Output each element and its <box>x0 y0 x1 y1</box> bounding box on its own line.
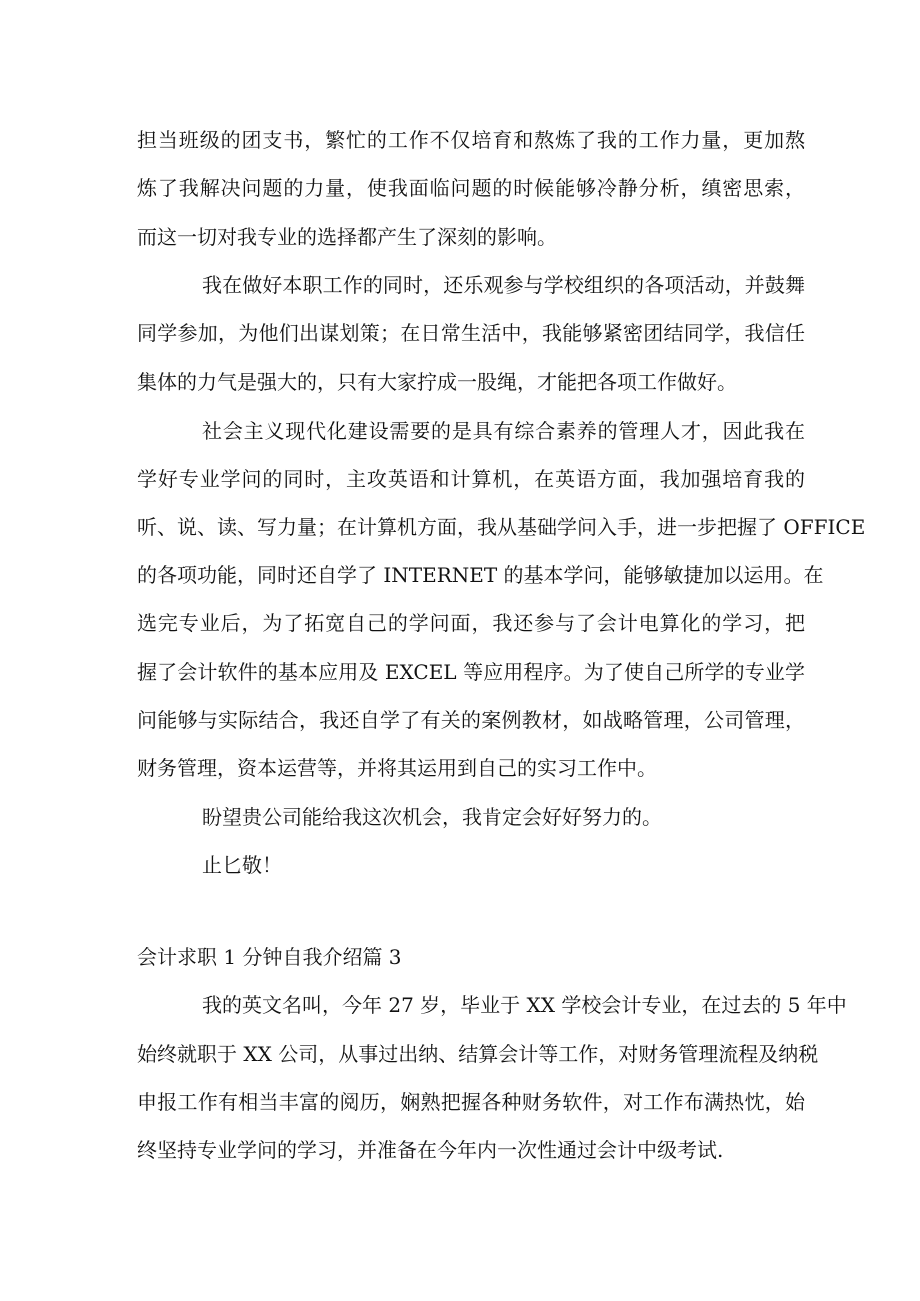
paragraph-line: 问能够与实际结合，我还自学了有关的案例教材，如战略管理，公司管理， <box>137 708 805 732</box>
paragraph-line: 集体的力气是强大的，只有大家拧成一股绳，才能把各项工作做好。 <box>137 370 737 394</box>
paragraph-line: 终坚持专业学问的学习，并准备在今年内一次性通过会计中级考试. <box>137 1138 724 1162</box>
paragraph-line: 我在做好本职工作的同时，还乐观参与学校组织的各项活动，并鼓舞 <box>202 273 805 297</box>
closing-line: 盼望贵公司能给我这次机会，我肯定会好好努力的。 <box>202 805 662 829</box>
paragraph-line: 而这一切对我专业的选择都产生了深刻的影响。 <box>137 225 557 249</box>
paragraph-line: 申报工作有相当丰富的阅历，娴熟把握各种财务软件，对工作布满热忱，始 <box>137 1090 805 1114</box>
paragraph-line: 炼了我解决问题的力量，使我面临问题的时候能够冷静分析，缜密思索， <box>137 176 805 200</box>
paragraph-line: 的各项功能，同时还自学了 INTERNET 的基本学问，能够敏捷加以运用。在 <box>137 563 824 587</box>
paragraph-line: 握了会计软件的基本应用及 EXCEL 等应用程序。为了使自己所学的专业学 <box>137 660 805 684</box>
paragraph-line: 学好专业学问的同时，主攻英语和计算机，在英语方面，我加强培育我的 <box>137 467 805 491</box>
paragraph-line: 财务管理，资本运营等，并将其运用到自己的实习工作中。 <box>137 756 657 780</box>
paragraph-line: 社会主义现代化建设需要的是具有综合素养的管理人才，因此我在 <box>202 419 805 443</box>
paragraph-line: 我的英文名叫，今年 27 岁，毕业于 XX 学校会计专业，在过去的 5 年中 <box>202 993 847 1017</box>
paragraph-line: 始终就职于 XX 公司，从事过出纳、结算会计等工作，对财务管理流程及纳税 <box>137 1042 819 1066</box>
salutation-line: 止匕敬！ <box>202 853 282 877</box>
paragraph-line: 担当班级的团支书，繁忙的工作不仅培育和熬炼了我的工作力量，更加熬 <box>137 128 805 152</box>
paragraph-line: 选完专业后，为了拓宽自己的学问面，我还参与了会计电算化的学习，把 <box>137 611 805 635</box>
section-heading: 会计求职 1 分钟自我介绍篇 3 <box>137 945 402 969</box>
paragraph-line: 听、说、读、写力量；在计算机方面，我从基础学问入手，进一步把握了 OFFICE <box>137 515 866 539</box>
paragraph-line: 同学参加，为他们出谋划策；在日常生活中，我能够紧密团结同学，我信任 <box>137 321 805 345</box>
